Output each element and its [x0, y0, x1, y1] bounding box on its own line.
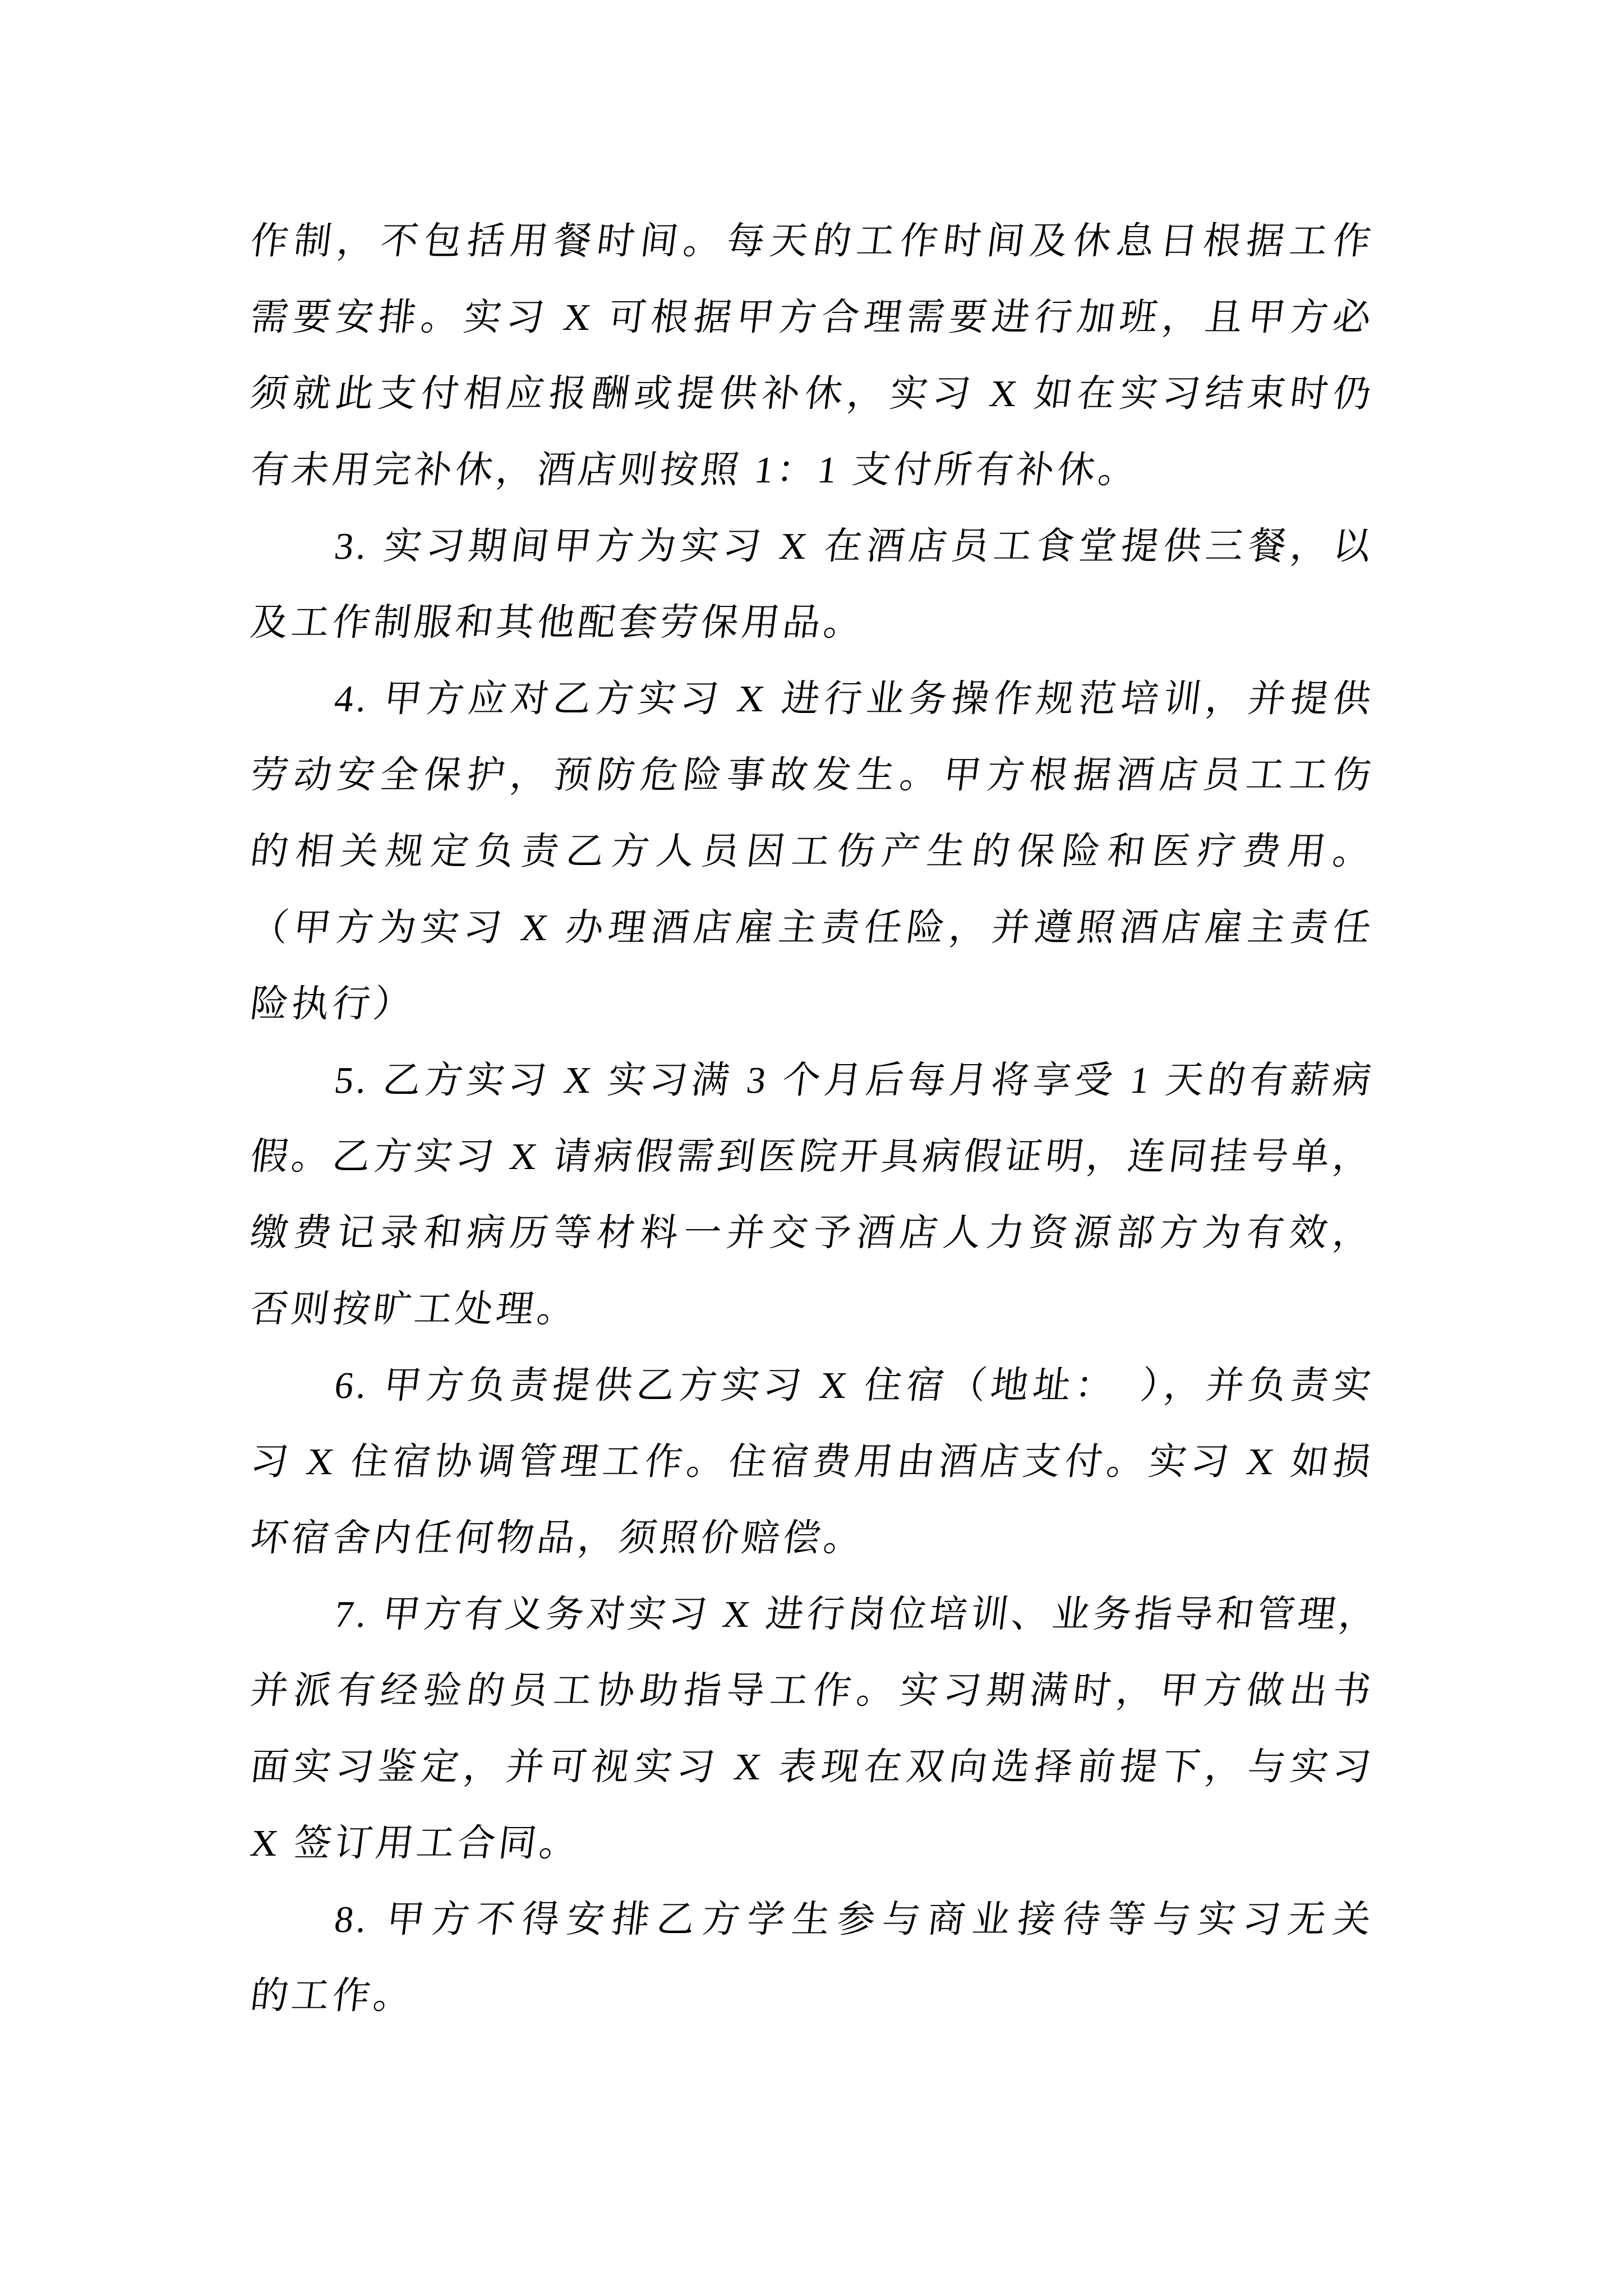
text-line: 8. 甲方不得安排乙方学生参与商业接待等与实习无关	[332, 1899, 1377, 1940]
text-line: 及工作制服和其他配套劳保用品。	[248, 602, 868, 643]
text-line: 需要安排。实习 X 可根据甲方合理需要进行加班，且甲方必	[248, 297, 1377, 338]
document-content	[248, 203, 1383, 2034]
text-line: 坏宿舍内任何物品，须照价赔偿。	[248, 1517, 868, 1559]
text-line: 习 X 住宿协调管理工作。住宿费用由酒店支付。实习 X 如损	[248, 1441, 1377, 1483]
text-line: 须就此支付相应报酬或提供补休，实习 X 如在实习结束时仍	[248, 373, 1377, 415]
text-line: 7. 甲方有义务对实习 X 进行岗位培训、业务指导和管理，	[332, 1594, 1383, 1635]
text-line: 险执行）	[248, 983, 417, 1025]
paragraph-clause-6	[248, 1347, 1377, 1576]
text-line: 面实习鉴定，并可视实习 X 表现在双向选择前提下，与实习	[248, 1746, 1377, 1788]
text-line: 的工作。	[248, 1975, 417, 2017]
text-line: 6. 甲方负责提供乙方实习 X 住宿（地址： ），并负责实	[332, 1365, 1377, 1406]
text-line: 的相关规定负责乙方人员因工伤产生的保险和医疗费用。	[248, 831, 1377, 872]
text-line: 5. 乙方实习 X 实习满 3 个月后每月将享受 1 天的有薪病	[332, 1060, 1377, 1101]
text-line: 缴费记录和病历等材料一并交予酒店人力资源部方为有效，	[248, 1212, 1377, 1254]
text-line: 4. 甲方应对乙方实习 X 进行业务操作规范培训，并提供	[332, 678, 1377, 720]
text-line: 劳动安全保护，预防危险事故发生。甲方根据酒店员工工伤	[248, 754, 1377, 796]
paragraph-continuation	[248, 203, 1377, 508]
text-line: 否则按旷工处理。	[248, 1289, 581, 1330]
text-line: 有未用完补休，酒店则按照 1：1 支付所有补休。	[248, 449, 1142, 491]
text-line: 作制，不包括用餐时间。每天的工作时间及休息日根据工作	[248, 220, 1377, 262]
paragraph-clause-4	[248, 661, 1377, 1042]
text-line: 3. 实习期间甲方为实习 X 在酒店员工食堂提供三餐，以	[332, 526, 1377, 567]
text-line: X 签订用工合同。	[248, 1823, 583, 1864]
paragraph-clause-5	[248, 1042, 1377, 1347]
paragraph-clause-8	[248, 1881, 1377, 2034]
text-line: 假。乙方实习 X 请病假需到医院开具病假证明，连同挂号单，	[248, 1136, 1377, 1177]
text-line: 并派有经验的员工协助指导工作。实习期满时，甲方做出书	[248, 1670, 1377, 1711]
paragraph-clause-3	[248, 508, 1377, 661]
text-line: （甲方为实习 X 办理酒店雇主责任险，并遵照酒店雇主责任	[248, 907, 1377, 949]
paragraph-clause-7	[248, 1576, 1383, 1881]
